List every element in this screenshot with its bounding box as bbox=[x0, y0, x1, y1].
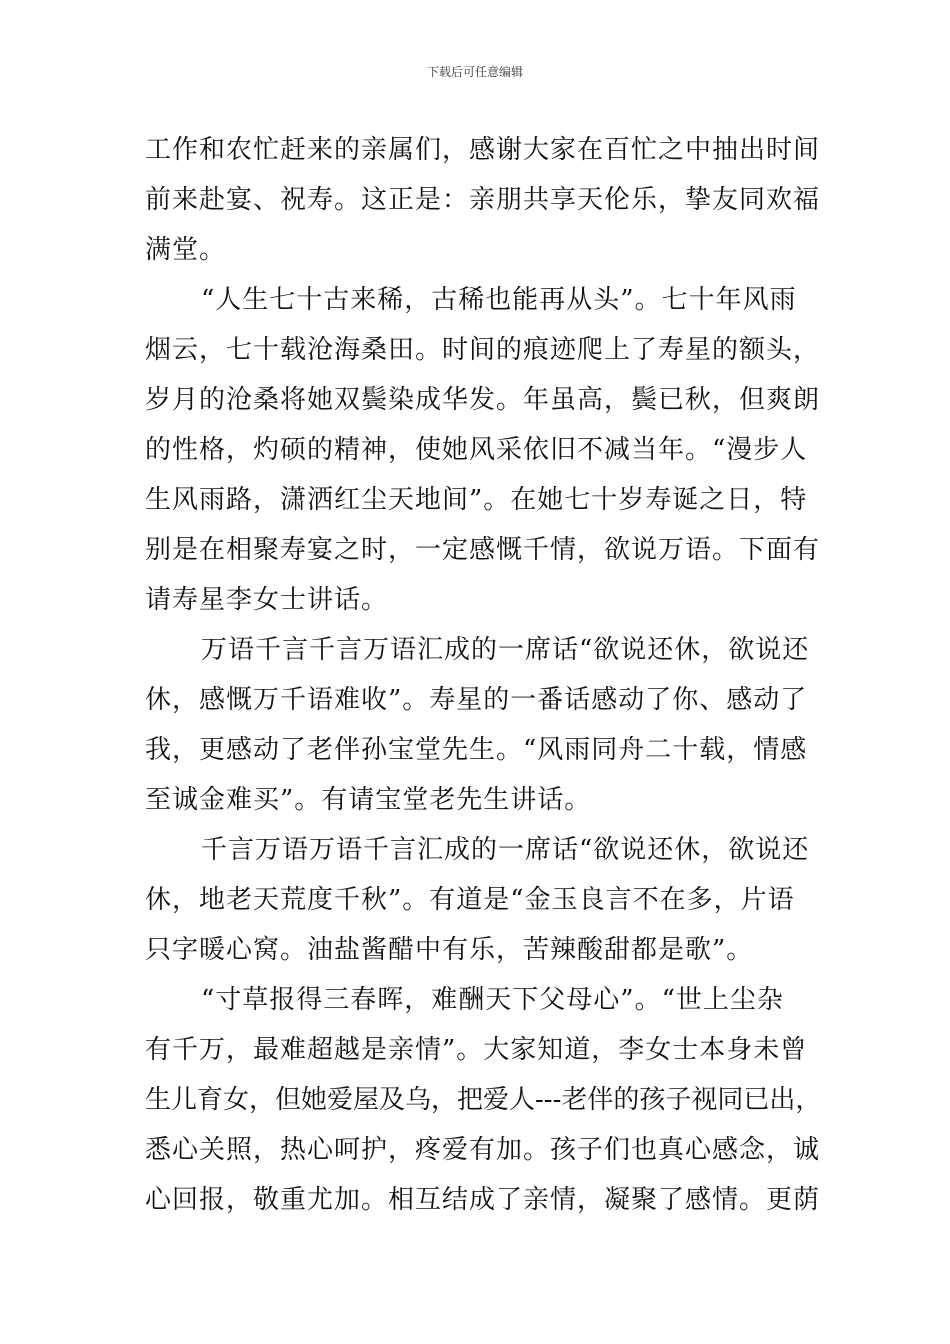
text-line: “寸草报得三春晖，难酬天下父母心”。“世上尘杂 bbox=[201, 985, 784, 1015]
text-line: 至诚金难买”。有请宝堂老先生讲话。 bbox=[145, 785, 592, 815]
text-line: 千言万语万语千言汇成的一席话“欲说还休，欲说还 bbox=[201, 835, 810, 865]
paragraph bbox=[145, 125, 821, 275]
text-line: 生风雨路，潇洒红尘天地间”。在她七十岁寿诞之日，特 bbox=[145, 485, 808, 515]
text-line: 万语千言千言万语汇成的一席话“欲说还休，欲说还 bbox=[201, 635, 810, 665]
text-line: 满堂。 bbox=[145, 235, 227, 265]
text-line: 岁月的沧桑将她双鬓染成华发。年虽高，鬓已秋，但爽朗 bbox=[145, 385, 821, 415]
page-header: 下载后可任意编辑 bbox=[426, 65, 523, 79]
text-line: 有千万，最难超越是亲情”。大家知道，李女士本身未曾 bbox=[145, 1035, 808, 1065]
text-line: “人生七十古来稀，古稀也能再从头”。七十年风雨 bbox=[201, 285, 797, 315]
text-line: 心回报，敬重尤加。相互结成了亲情，凝聚了感情。更荫 bbox=[145, 1185, 821, 1215]
text-line: 烟云，七十载沧海桑田。时间的痕迹爬上了寿星的额头， bbox=[145, 335, 821, 365]
text-line: 休，地老天荒度千秋”。有道是“金玉良言不在多，片语 bbox=[145, 885, 795, 915]
text-line: 只字暖心窝。油盐酱醋中有乐，苦辣酸甜都是歌”。 bbox=[145, 935, 754, 965]
paragraph bbox=[145, 275, 821, 625]
paragraph bbox=[145, 975, 822, 1225]
text-line: 请寿星李女士讲话。 bbox=[145, 585, 389, 615]
text-line: 前来赴宴、祝寿。这正是：亲朋共享天伦乐，挚友同欢福 bbox=[145, 185, 821, 215]
text-line: 悉心关照，热心呵护，疼爱有加。孩子们也真心感念，诚 bbox=[145, 1135, 821, 1165]
document-body bbox=[145, 125, 822, 1225]
paragraph bbox=[145, 825, 810, 975]
text-line: 的性格，灼硕的精神，使她风采依旧不减当年。“漫步人 bbox=[145, 435, 808, 465]
text-line: 别是在相聚寿宴之时，一定感慨千情，欲说万语。下面有 bbox=[145, 535, 821, 565]
text-line: 生儿育女，但她爱屋及乌，把爱人---老伴的孩子视同已出， bbox=[145, 1085, 822, 1115]
paragraph bbox=[145, 625, 810, 825]
text-line: 我，更感动了老伴孙宝堂先生。“风雨同舟二十载，情感 bbox=[145, 735, 808, 765]
text-line: 工作和农忙赶来的亲属们，感谢大家在百忙之中抽出时间 bbox=[145, 135, 821, 165]
text-line: 休，感慨万千语难收”。寿星的一番话感动了你、感动了 bbox=[145, 685, 808, 715]
